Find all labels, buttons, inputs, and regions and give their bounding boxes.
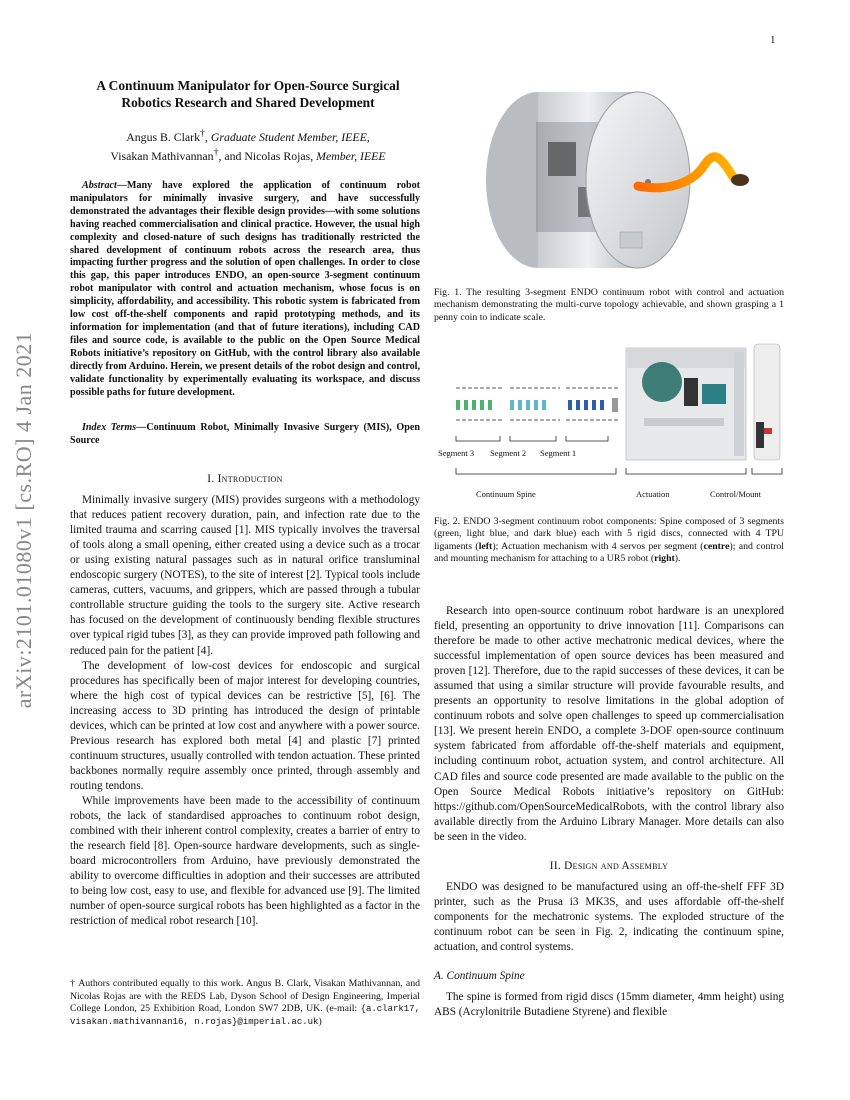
index-terms-label: Index Terms	[82, 422, 137, 433]
label-segment-2: Segment 2	[490, 448, 527, 458]
label-control-mount: Control/Mount	[710, 489, 762, 499]
label-continuum-spine: Continuum Spine	[476, 489, 536, 499]
index-terms-text: —Continuum Robot, Minimally Invasive Surgery (MIS), Open Source	[70, 422, 420, 446]
fig2-caption-part-1: Fig. 2. ENDO 3-segment continuum robot components: Spine composed of 3 segments (green, light blue, and dark blue) each with 5 rigid discs, connected with 4 TPU ligaments (	[434, 516, 784, 552]
author-block: Angus B. Clark†, Graduate Student Member, IEEE, Visakan Mathivannan†, and Nicolas Rojas, Member, IEEE	[110, 128, 386, 163]
right-paragraph-3: The spine is formed from rigid discs (15mm diameter, 4mm height) using ABS (Acrylonitrile Butadiene Styrene) and flexible	[434, 991, 784, 1019]
actuation-mechanism	[626, 348, 746, 460]
page-number: 1	[770, 34, 776, 46]
index-terms	[70, 422, 420, 448]
figure-2-components-image	[434, 338, 784, 508]
intro-paragraph-2: The development of low-cost devices for endoscopic and surgical procedures has specifically been of major interest for developing countries, where the high cost of typical devices can be restrictive [5], [6]. The increasing access to 3D printing has introduced the design of printable devices, which can be printed at low cost and anywhere with a power source. Previous research has explored both metal [4] and plastic [7] printed continuum structures, usually controlled with tendon actuation. These printed backbones normally require assembly once printed, through assembly and routing tendons.	[70, 659, 420, 792]
introduction-section	[70, 472, 420, 929]
spine-segment-2	[510, 388, 560, 420]
control-mount	[754, 344, 780, 460]
intro-paragraph-1: Minimally invasive surgery (MIS) provides surgeons with a methodology that reduces patient recovery duration, pain, and infection rate due to the limited trauma and scarring caused [1]. MIS typically involves the traversal of tools along a small opening, either created using a device such as a trocar or using existing natural passages such as in natural orifice transluminal endoscopic surgery (NOTES), to the site of interest [2]. Typical tools include cameras, cutters, vacuums, and grippers, which are passed through a tubular controllable structure guiding the tools to the surgery site. Active research has focused on the development of continuously bending flexible structures over typical rigid tubes [3], as they can provide improved path following and reduced pain for the patient [4].	[70, 494, 420, 657]
figure-1-caption: Fig. 1. The resulting 3-segment ENDO continuum robot with control and actuation mechanism demonstrating the multi-curve topology achievable, and shown grasping a 1 penny coin to indicate scale.	[434, 287, 784, 323]
label-segment-3: Segment 3	[438, 448, 475, 458]
author-rojas: , and Nicolas Rojas,	[218, 148, 317, 163]
fig2-caption-part-4: ).	[674, 553, 681, 565]
right-paragraph-2: ENDO was designed to be manufactured using an off-the-shelf FFF 3D printer, such as the Prusa i3 MK3S, and uses affordable off-the-shelf components for the mechatronic systems. The exploded structure of the continuum robot can be seen in Fig. 2, indicating the continuum spine, actuation, and control systems.	[434, 880, 784, 953]
title-line-2: Robotics Research and Shared Development	[121, 95, 375, 110]
fig2-caption-part-2: ); Actuation mechanism with 4 servos per segment (	[492, 540, 704, 552]
fig2-caption-centre: centre	[703, 540, 730, 552]
abstract-text: —Many have explored the application of continuum robot manipulators for minimally invasive surgery, and have successfully demonstrated the advantages their flexible design provides—with some solutions having reached commercialisation and clinical practice. However, the usual high complexity and closed-nature of such designs has traditionally restricted the shared development of continuum robots across the research area, thus impacting further progress and the solution of open challenges. In order to close this gap, this paper introduces ENDO, an open-source 3-segment continuum robot manipulator with control and actuation mechanism, whose focus is on simplicity, affordability, and accessibility. This robotic system is fabricated from low cost off-the-shelf components and rapid prototyping methods, and its information for implementation (and that of future iterations), including CAD files and source code, is available to the public on the Open Source Medical Robots initiative’s repository on GitHub, with the control library also available directly from Arduino. Herein, we present details of the robot design and control, validate functionality by experimentally evaluating its workspace, and discuss possible paths for future development.	[70, 180, 420, 398]
dagger-mark: †	[200, 128, 205, 139]
subsection-heading-spine: A. Continuum Spine	[434, 970, 525, 983]
author-mathivannan: Visakan Mathivannan	[110, 148, 214, 163]
spine-segment-3	[456, 388, 504, 420]
fig2-caption-part-3: ); and control and mounting mechanism for attaching to a UR5 robot (	[434, 540, 784, 565]
section-heading-design: II. Design and Assembly	[549, 859, 669, 872]
right-column-text	[434, 604, 784, 1020]
title-line-1: A Continuum Manipulator for Open-Source Surgical	[96, 78, 400, 93]
right-paragraph-1: Research into open-source continuum robot hardware is an unexplored field, presenting an opportunity to drive innovation [11]. Comparisons can therefore be made to other active mechatronic medical devices, where the successful implementation of open source devices has been measured and proven [12]. Therefore, due to the rapid successes of these devices, it can be assumed that using a similar structure will provide favourable results, and presents an opportunity to resolve limitations in the global adoption of continuum robots and solve open challenges to speed up commercialisation [13]. We present herein ENDO, a complete 3-DOF open-source continuum system fabricated from affordable off-the-shelf materials and equipment, including continuum robot, actuation system, and control architecture. All CAD files and source code presented are made available to the public on the Open Source Medical Robots initiative’s repository on GitHub: https://github.com/OpenSourceMedicalRobots, with the control library also available directly from the Arduino Library Manager. More details can also be seen in the video.	[434, 605, 784, 843]
dagger-mark-2: †	[213, 146, 219, 158]
label-segment-1: Segment 1	[540, 448, 577, 458]
author-rojas-role: Member, IEEE	[316, 148, 386, 163]
fig2-caption-right: right	[654, 553, 675, 565]
figure-1-robot-image	[478, 82, 770, 278]
footnote-text: † Authors contributed equally to this work. Angus B. Clark, Visakan Mathivannan, and Nicolas Rojas are with the REDS Lab, Dyson School of Design Engineering, Imperial College London, 25 Exhibition Road, London SW7 2DB, UK. (e-mail:	[70, 978, 420, 1015]
abstract-label: Abstract	[82, 180, 117, 191]
footnote	[70, 978, 420, 1028]
abstract	[70, 180, 420, 399]
arxiv-stamp-text: arXiv:2101.01080v1 [cs.RO] 4 Jan 2021	[11, 331, 36, 709]
fig2-caption-left: left	[478, 540, 493, 552]
author-clark: Angus B. Clark	[126, 129, 200, 144]
section-heading-introduction: I. Introduction	[207, 473, 283, 485]
footnote-end: )	[318, 1015, 322, 1027]
paper-title	[70, 77, 426, 111]
figure-2-caption	[434, 516, 784, 566]
footnote-emails: {a.clark17, visakan.mathivannan16, n.rojas}@imperial.ac.uk	[70, 1004, 420, 1027]
label-actuation: Actuation	[636, 489, 670, 499]
arxiv-stamp	[2, 280, 46, 760]
intro-paragraph-3: While improvements have been made to the accessibility of continuum robots, the lack of standardised approaches to continuum robot design, combined with their inherent control complexity, creates a barrier of entry to the research field [8]. Open-source hardware developments, such as single-board microcontrollers from Arduino, have previously demonstrated the ability to overcome difficulties in adoption and their successes are attributed to being low cost, easy to use, and flexible for advanced use [9]. The limited number of open-source surgical robots has been highlighted as a factor in the restriction of medical robot research [10].	[70, 794, 420, 928]
spine-segment-1	[566, 388, 618, 420]
author-clark-role: Graduate Student Member, IEEE,	[210, 129, 370, 144]
